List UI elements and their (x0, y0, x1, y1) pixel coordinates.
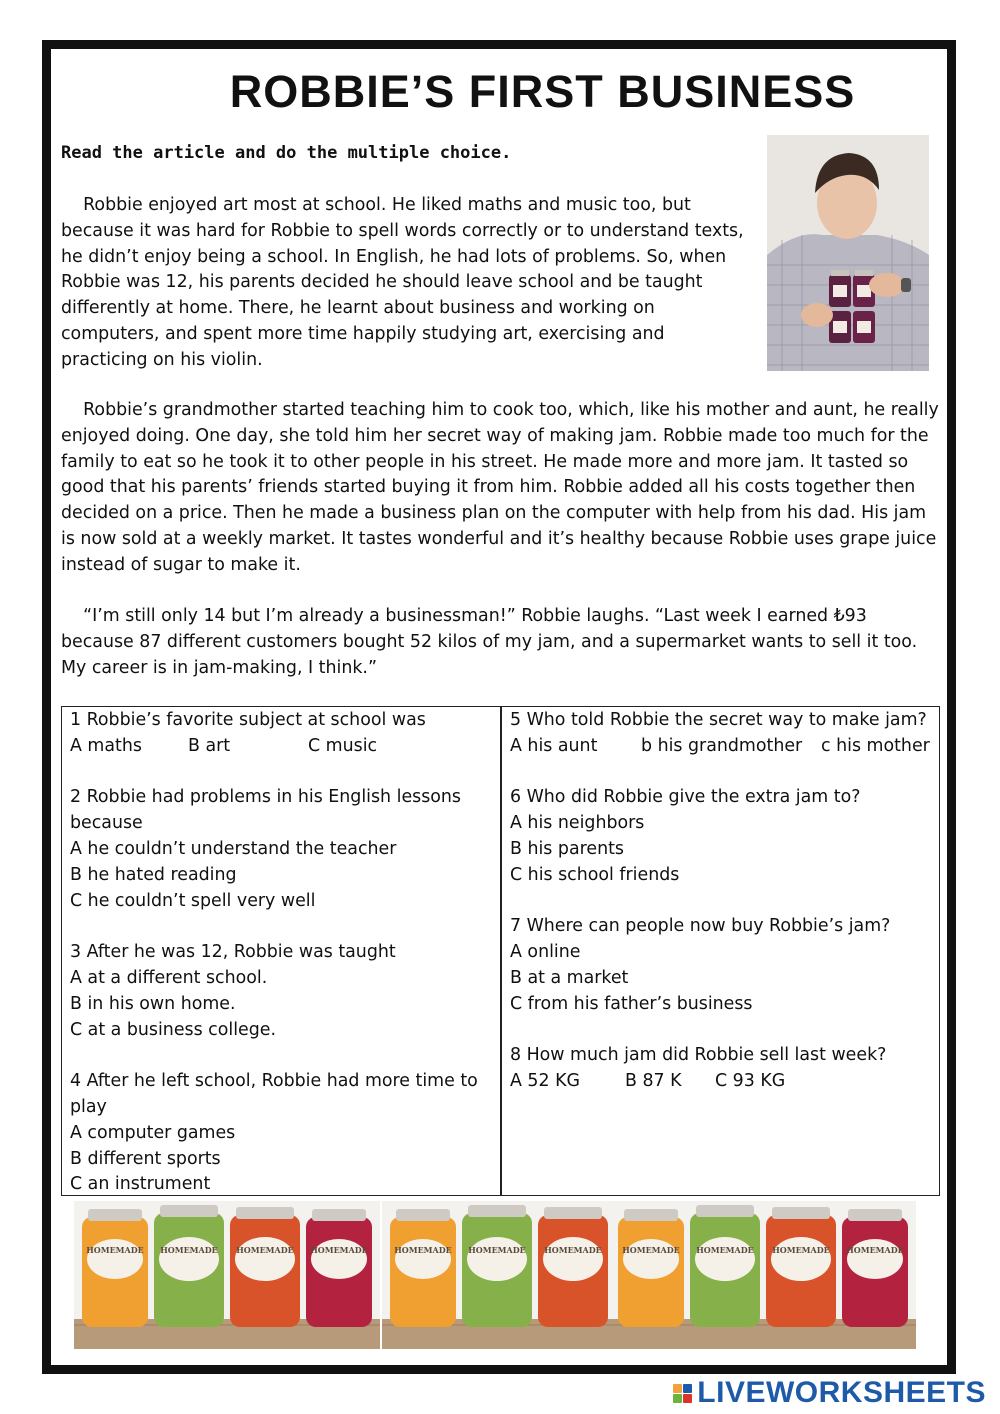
article-paragraph-1-text: Robbie enjoyed art most at school. He liked maths and music too, but because it was hard for Robbie to spell words correctly or to understand texts, he didn’t enjoy being a school. In English, he had lots of problems. So, when Robbie was 12, his parents decided he should leave school and be taught differently at home. There, he learnt about business and working on computers, and spent more time happily studying art, exercising and practicing on his violin. (61, 195, 744, 370)
column-divider (500, 707, 502, 1195)
question-5-stem: 5 Who told Robbie the secret way to make jam? (510, 710, 927, 730)
question-6-stem: 6 Who did Robbie give the extra jam to? (510, 787, 861, 808)
liveworksheets-logo (673, 1376, 986, 1410)
question-8-options (510, 1069, 940, 1095)
article-paragraph-1 (61, 193, 751, 374)
question-3-option-b[interactable]: B in his own home. (70, 993, 236, 1014)
question-3-option-c[interactable]: C at a business college. (70, 1019, 277, 1040)
question-6 (510, 785, 940, 888)
question-2-stem-cont: because (70, 813, 143, 834)
jar-label: HOMEMADE (622, 1245, 680, 1255)
question-8-option-a[interactable]: A 52 KG (510, 1071, 580, 1092)
question-4-option-b[interactable]: B different sports (70, 1148, 221, 1169)
question-1-option-c[interactable]: C music (308, 735, 378, 756)
question-1-stem: 1 Robbie’s favorite subject at school was (70, 710, 426, 730)
question-3-option-a[interactable]: A at a different school. (70, 967, 268, 988)
jar-label: HOMEMADE (696, 1245, 754, 1255)
question-5-options (510, 734, 940, 760)
question-6-option-b[interactable]: B his parents (510, 838, 624, 859)
question-4-option-a[interactable]: A computer games (70, 1122, 236, 1143)
question-1-options (70, 734, 495, 760)
question-6-option-a[interactable]: A his neighbors (510, 813, 645, 834)
instruction: Read the article and do the multiple choice. (61, 143, 512, 163)
question-8 (510, 1043, 940, 1095)
question-2-stem: 2 Robbie had problems in his English lessons (70, 787, 461, 808)
quiz-right-column (510, 708, 940, 1121)
article-paragraph-2 (61, 398, 941, 579)
question-8-stem: 8 How much jam did Robbie sell last week? (510, 1045, 887, 1066)
question-5 (510, 708, 940, 760)
question-1-option-b[interactable]: B art (188, 735, 231, 756)
question-1 (70, 708, 495, 760)
question-7 (510, 914, 940, 1017)
question-2 (70, 785, 495, 914)
question-2-option-b[interactable]: B he hated reading (70, 864, 237, 885)
question-1-option-a[interactable]: A maths (70, 735, 142, 756)
question-5-option-a[interactable]: A his aunt (510, 735, 598, 756)
jam-jars-banner (74, 1201, 916, 1349)
question-8-option-b[interactable]: B 87 K (625, 1071, 682, 1092)
article-paragraph-2-text: Robbie’s grandmother started teaching him to cook too, which, like his mother and aunt, he really enjoyed doing. One day, she told him her secret way of making jam. Robbie made too much for the family to eat so he took it to other people in his street. He made more and more jam. It tasted so good that his parents’ friends started buying it from him. Robbie added all his costs together then decided on a price. Then he made a business plan on the computer with help from his dad. His jam is now sold at a weekly market. It tastes wonderful and it’s healthy because Robbie uses grape juice instead of sugar to make it. (61, 400, 939, 575)
logo-text: LIVEWORKSHEETS (697, 1376, 986, 1409)
quiz-table (61, 706, 940, 1196)
jar-label: HOMEMADE (772, 1245, 830, 1255)
question-4 (70, 1069, 495, 1198)
question-3-stem: 3 After he was 12, Robbie was taught (70, 942, 396, 963)
question-6-option-c[interactable]: C his school friends (510, 864, 680, 885)
quiz-left-column (70, 708, 495, 1224)
jar-label: HOMEMADE (236, 1245, 294, 1255)
question-7-option-b[interactable]: B at a market (510, 967, 629, 988)
question-8-option-c[interactable]: C 93 KG (715, 1071, 786, 1092)
question-5-option-c[interactable]: c his mother (821, 735, 930, 756)
question-4-stem: 4 After he left school, Robbie had more time to (70, 1071, 478, 1092)
logo-icon (673, 1384, 692, 1403)
jar-label: HOMEMADE (394, 1245, 452, 1255)
page-title: ROBBIE’S FIRST BUSINESS (229, 66, 856, 117)
question-7-option-c[interactable]: C from his father’s business (510, 993, 753, 1014)
question-4-option-c[interactable]: C an instrument (70, 1174, 211, 1195)
robbie-photo (767, 135, 929, 371)
jar-label: HOMEMADE (468, 1245, 526, 1255)
question-5-option-b[interactable]: b his grandmother (641, 735, 803, 756)
jar-label: HOMEMADE (160, 1245, 218, 1255)
article-paragraph-3-text: “I’m still only 14 but I’m already a businessman!” Robbie laughs. “Last week I earned ₺93 because 87 different customers bought 52 kilos of my jam, and a supermarket wants to sell it too. My career is in jam-making, I think.” (61, 606, 918, 678)
question-2-option-a[interactable]: A he couldn’t understand the teacher (70, 838, 397, 859)
jar-label: HOMEMADE (846, 1245, 904, 1255)
question-4-stem-cont: play (70, 1096, 107, 1117)
jar-label: HOMEMADE (86, 1245, 144, 1255)
question-7-stem: 7 Where can people now buy Robbie’s jam? (510, 916, 891, 937)
article-paragraph-3 (61, 604, 943, 681)
jar-label: HOMEMADE (310, 1245, 368, 1255)
jar-label: HOMEMADE (544, 1245, 602, 1255)
question-7-option-a[interactable]: A online (510, 942, 581, 963)
question-3 (70, 940, 495, 1043)
question-2-option-c[interactable]: C he couldn’t spell very well (70, 890, 316, 911)
